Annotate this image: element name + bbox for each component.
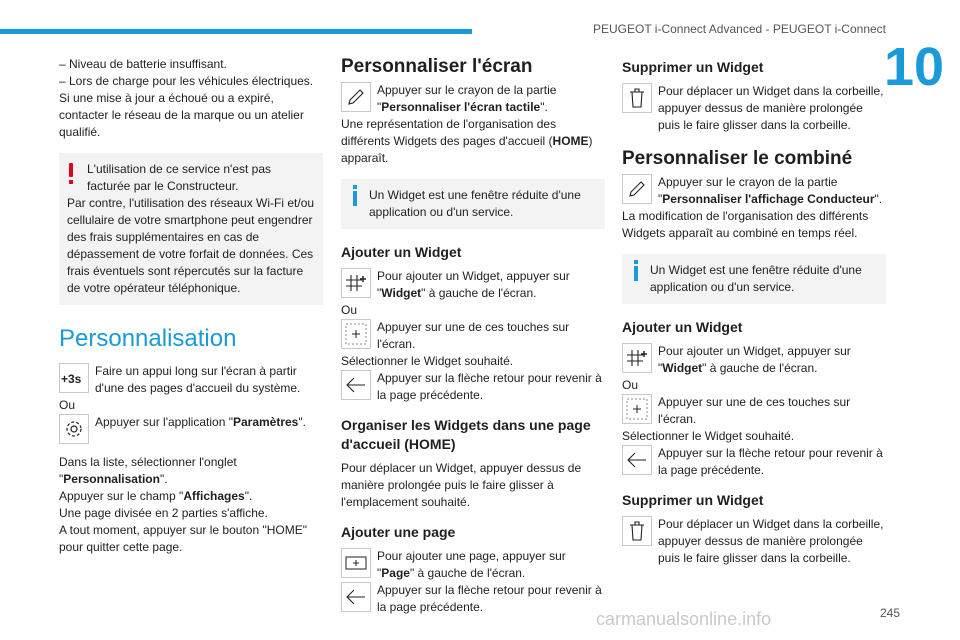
subsection-title: Supprimer un Widget — [622, 492, 764, 508]
step-text — [377, 82, 605, 116]
text-bold: Personnalisation — [63, 472, 160, 486]
or-label: Ou — [59, 398, 76, 412]
long-press-3s-icon — [59, 363, 89, 393]
text-bold: Affichages — [183, 489, 245, 503]
paragraph: Sélectionner le Widget souhaité. — [622, 429, 795, 443]
text-part: Appuyer sur le crayon de la partie " — [377, 83, 557, 114]
info-text: Un Widget est une fenêtre réduite d'une application ou d'un service. — [369, 188, 581, 219]
paragraph: La modification de l'organisation des différents Widgets apparaît au combiné en temps réel. — [622, 209, 869, 240]
step-trash — [622, 83, 886, 134]
pencil-icon — [622, 174, 652, 204]
text-part: ". — [540, 100, 548, 114]
step-text — [658, 174, 886, 208]
step-settings — [59, 414, 323, 444]
step-pencil — [341, 82, 605, 116]
back-arrow-icon — [341, 370, 371, 400]
widget-grid-icon — [622, 343, 652, 373]
paragraph — [59, 454, 323, 488]
step-back — [341, 370, 605, 404]
text-bold: Widget — [662, 361, 703, 375]
paragraph: Si une mise à jour a échoué ou a expiré, contacter le réseau de la marque ou un atelier qualifié. — [59, 91, 304, 139]
step-widget — [622, 343, 886, 377]
trash-icon — [622, 516, 652, 546]
info-icon — [634, 266, 638, 281]
subsection-title: Organiser les Widgets dans une page d'accueil (HOME) — [341, 417, 591, 452]
running-header: PEUGEOT i-Connect Advanced - PEUGEOT i-Connect — [592, 22, 886, 36]
paragraph — [59, 488, 323, 505]
step-text: Appuyer sur la flèche retour pour revenir à la page précédente. — [377, 583, 602, 614]
paragraph: A tout moment, appuyer sur le bouton "HOME" pour quitter cette page. — [59, 523, 307, 554]
text-part: Une représentation de l'organisation des différents Widgets des pages d'accueil ( — [341, 117, 557, 148]
text-part: " à gauche de l'écran. — [409, 566, 526, 580]
step-text: Pour déplacer un Widget dans la corbeille, appuyer dessus de manière prolongée puis le faire glisser dans la corbeille. — [658, 517, 884, 565]
svg-text:+3s: +3s — [61, 372, 82, 385]
text-bold: Widget — [381, 286, 422, 300]
section-title: Personnaliser le combiné — [622, 148, 853, 169]
step-back — [341, 582, 605, 616]
text-part: ". — [244, 489, 253, 503]
plus-dashed-icon — [341, 319, 371, 349]
info-box — [622, 254, 886, 304]
widget-grid-icon — [341, 268, 371, 298]
page-number: 245 — [880, 606, 901, 620]
chapter-number: 10 — [884, 37, 945, 97]
info-box — [341, 179, 605, 229]
warning-icon — [69, 163, 73, 177]
step-widget — [341, 268, 605, 302]
text-part: Pour ajouter une page, appuyer sur " — [377, 549, 566, 580]
warning-text-2: Par contre, l'utilisation des réseaux Wi-Fi et/ou cellulaire de votre smartphone peut engendrer des frais supplémentaires en cas de dépassement de votre forfait de données. Ces frais éventuels sont répercutés sur la facture de votre opérateur téléphonique. — [67, 196, 315, 295]
column-3 — [622, 56, 886, 567]
back-arrow-icon — [622, 445, 652, 475]
text-part: Pour ajouter un Widget, appuyer sur " — [377, 269, 570, 300]
back-arrow-icon — [341, 582, 371, 612]
text-part: ". — [298, 415, 306, 429]
subsection-title: Ajouter un Widget — [341, 244, 462, 260]
text-part: Appuyer sur l'application " — [95, 415, 233, 429]
add-page-icon — [341, 548, 371, 578]
step-text: Pour déplacer un Widget dans la corbeille, appuyer dessus de manière prolongée puis le faire glisser dans la corbeille. — [658, 84, 884, 132]
paragraph: Sélectionner le Widget souhaité. — [341, 354, 514, 368]
step-page — [341, 548, 605, 582]
text-bold: Paramètres — [232, 415, 299, 429]
step-text — [95, 414, 323, 431]
list-item: – Lors de charge pour les véhicules électriques. — [59, 74, 314, 88]
step-text — [377, 268, 605, 302]
column-2 — [341, 56, 605, 616]
step-text: Appuyer sur une de ces touches sur l'écran. — [658, 395, 851, 426]
step-text: Appuyer sur la flèche retour pour revenir à la page précédente. — [377, 371, 602, 402]
text-bold: Page — [381, 566, 410, 580]
trash-icon — [622, 83, 652, 113]
paragraph: Une page divisée en 2 parties s'affiche. — [59, 506, 268, 520]
watermark: carmanualsonline.info — [596, 609, 772, 629]
step-back — [622, 445, 886, 479]
step-pencil — [622, 174, 886, 208]
section-title: Personnaliser l'écran — [341, 56, 533, 77]
subsection-title: Supprimer un Widget — [622, 59, 764, 75]
subsection-title: Ajouter une page — [341, 524, 456, 540]
text-part: Pour ajouter un Widget, appuyer sur " — [658, 344, 851, 375]
text-part: ". — [874, 192, 883, 206]
list-item: – Niveau de batterie insuffisant. — [59, 57, 227, 71]
paragraph: Pour déplacer un Widget, appuyer dessus de manière prolongée puis le faire glisser à l'emplacement souhaité. — [341, 461, 582, 509]
step-trash — [622, 516, 886, 567]
text-part: Appuyer sur le champ " — [59, 489, 184, 503]
info-text: Un Widget est une fenêtre réduite d'une application ou d'un service. — [650, 263, 862, 294]
info-icon — [353, 191, 357, 206]
text-part: Appuyer sur le crayon de la partie " — [658, 175, 838, 206]
step-long-press — [59, 363, 323, 397]
or-label: Ou — [622, 378, 639, 392]
step-text — [658, 343, 886, 377]
step-text: Appuyer sur une de ces touches sur l'écran. — [377, 320, 570, 351]
text-bold: Personnaliser l'affichage Conducteur — [662, 192, 875, 206]
text-bold: HOME — [552, 134, 589, 148]
or-label: Ou — [341, 303, 358, 317]
subsection-title: Ajouter un Widget — [622, 319, 743, 335]
gear-icon — [59, 414, 89, 444]
pencil-icon — [341, 82, 371, 112]
text-part: ". — [159, 472, 168, 486]
step-text — [377, 548, 605, 582]
step-plus — [341, 319, 605, 353]
text-part: " à gauche de l'écran. — [702, 361, 818, 375]
warning-box — [59, 153, 323, 305]
step-text: Appuyer sur la flèche retour pour revenir à la page précédente. — [658, 446, 883, 477]
text-part: Dans la liste, sélectionner l'onglet " — [59, 455, 237, 486]
text-part: " à gauche de l'écran. — [421, 286, 537, 300]
step-plus — [622, 394, 886, 428]
paragraph — [341, 116, 605, 167]
text-bold: Personnaliser l'écran tactile — [381, 100, 541, 114]
warning-text-1: L'utilisation de ce service n'est pas facturée par le Constructeur. — [87, 162, 272, 193]
step-text: Faire un appui long sur l'écran à partir d'une des pages d'accueil du système. — [95, 364, 301, 395]
column-1 — [59, 56, 323, 556]
section-title: Personnalisation — [59, 325, 237, 352]
plus-dashed-icon — [622, 394, 652, 424]
text-part: ) apparaît. — [341, 134, 593, 165]
